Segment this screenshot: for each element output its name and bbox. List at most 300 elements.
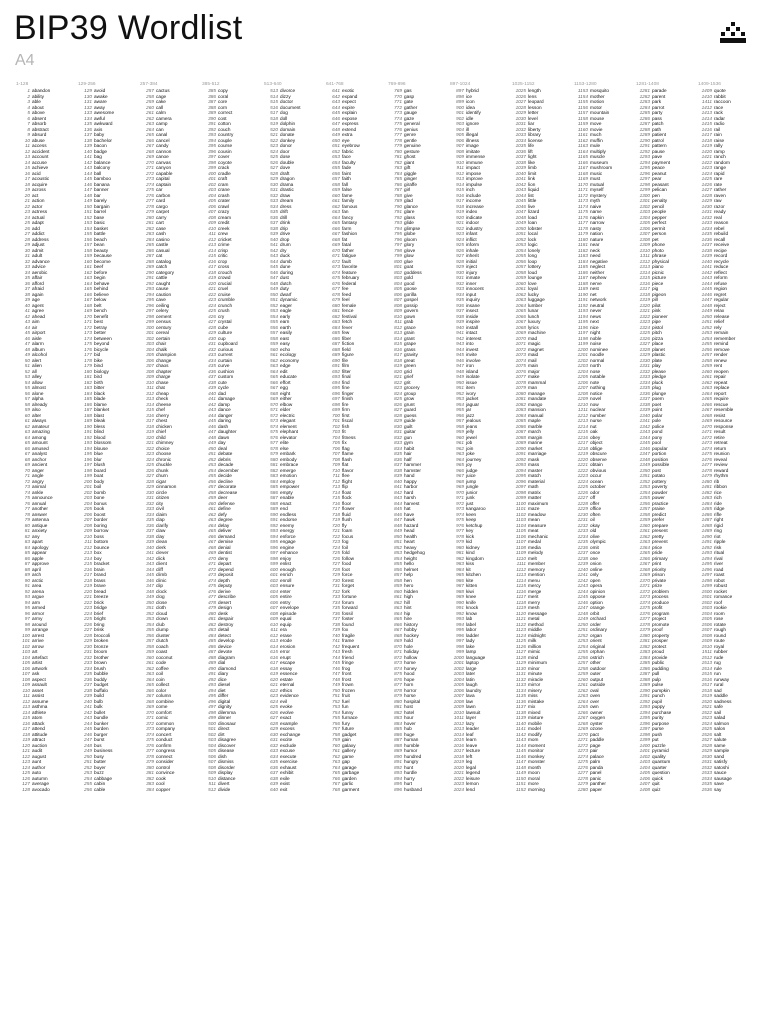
word-text: accuse bbox=[32, 159, 47, 165]
word-index: 1231 bbox=[577, 517, 588, 522]
word-text: milk bbox=[528, 638, 537, 643]
word-text: lab bbox=[466, 616, 473, 621]
word-index: 225 bbox=[84, 616, 92, 621]
word-index: 184 bbox=[84, 390, 92, 396]
word-text: alley bbox=[32, 374, 42, 379]
word-text: category bbox=[156, 269, 174, 275]
word-index: 402 bbox=[208, 181, 216, 187]
word-index: 1091 bbox=[515, 451, 526, 456]
word-text: execute bbox=[280, 753, 297, 759]
word-index: 316 bbox=[146, 412, 154, 418]
word-text: disagree bbox=[218, 737, 236, 742]
word-text: pupil bbox=[652, 698, 662, 704]
word-text: long bbox=[528, 253, 537, 258]
word-index: 233 bbox=[84, 660, 92, 665]
word-index: 1150 bbox=[515, 775, 526, 781]
word-index: 132 bbox=[84, 104, 92, 110]
word-index: 284 bbox=[146, 236, 154, 242]
word-text: gather bbox=[404, 104, 418, 110]
word-text: neglect bbox=[590, 264, 606, 269]
word-index: 1467 bbox=[701, 407, 712, 412]
word-index: 248 bbox=[84, 742, 92, 748]
word-text: penalty bbox=[652, 198, 668, 203]
word-text: reduce bbox=[714, 264, 729, 269]
word-text: retreat bbox=[714, 440, 728, 445]
word-text: destroy bbox=[218, 621, 234, 627]
word-index: 99 bbox=[24, 627, 30, 632]
word-index: 1229 bbox=[577, 506, 588, 511]
word-text: remember bbox=[714, 335, 736, 341]
word-text: model bbox=[528, 726, 541, 731]
word-text: miracle bbox=[528, 676, 544, 682]
word-text: caught bbox=[156, 280, 171, 286]
word-index: 998 bbox=[456, 643, 464, 649]
word-text: fix bbox=[342, 440, 347, 445]
word-text: pelican bbox=[652, 187, 667, 192]
word-index: 784 bbox=[394, 170, 402, 176]
word-index: 373 bbox=[146, 726, 154, 731]
word-index: 827 bbox=[394, 407, 402, 412]
word-index: 570 bbox=[270, 401, 278, 407]
word-text: provide bbox=[652, 654, 668, 660]
word-text: color bbox=[156, 687, 167, 693]
word-index: 198 bbox=[84, 467, 92, 473]
word-index: 725 bbox=[332, 550, 340, 555]
word-index: 657 bbox=[332, 176, 340, 181]
word-index: 600 bbox=[270, 566, 278, 572]
word-text: hospital bbox=[404, 698, 421, 704]
word-text: jelly bbox=[466, 429, 475, 434]
word-text: best bbox=[94, 319, 103, 324]
word-text: pole bbox=[652, 418, 661, 423]
word-index: 1388 bbox=[639, 676, 650, 682]
word-index: 1418 bbox=[701, 137, 712, 143]
word-index: 687 bbox=[332, 341, 340, 346]
word-text: fence bbox=[342, 308, 354, 313]
word-text: bus bbox=[94, 742, 102, 748]
word-index: 1263 bbox=[577, 693, 588, 698]
word-index: 744 bbox=[332, 654, 340, 660]
word-text: afford bbox=[32, 280, 44, 286]
word-index: 1164 bbox=[577, 148, 588, 154]
word-text: cliff bbox=[156, 566, 163, 572]
word-text: puzzle bbox=[652, 742, 666, 748]
word-index: 934 bbox=[456, 291, 464, 297]
word-text: course bbox=[218, 143, 233, 148]
word-text: conduct bbox=[156, 737, 173, 742]
word-index: 1112 bbox=[516, 566, 526, 572]
word-text: enjoy bbox=[280, 555, 292, 561]
word-index: 809 bbox=[394, 308, 402, 313]
word-text: pumpkin bbox=[652, 687, 670, 693]
word-index: 95 bbox=[24, 605, 30, 610]
word-index: 759 bbox=[332, 737, 340, 742]
word-text: benefit bbox=[94, 313, 109, 319]
word-text: nephew bbox=[590, 275, 607, 280]
word-index: 85 bbox=[24, 550, 30, 555]
word-text: radio bbox=[714, 121, 725, 126]
word-text: delay bbox=[218, 522, 230, 528]
word-text: ivory bbox=[466, 390, 476, 396]
word-text: creek bbox=[218, 225, 230, 231]
word-text: party bbox=[652, 110, 663, 115]
word-text: luggage bbox=[528, 297, 545, 302]
word-index: 441 bbox=[208, 396, 216, 401]
word-text: identify bbox=[466, 110, 481, 115]
word-text: final bbox=[342, 374, 351, 379]
word-text: anxiety bbox=[32, 528, 47, 533]
word-index: 174 bbox=[84, 335, 92, 341]
word-index: 444 bbox=[208, 412, 216, 418]
word-index: 1358 bbox=[639, 511, 650, 517]
word-text: ahead bbox=[32, 313, 46, 319]
word-index: 232 bbox=[84, 654, 92, 660]
word-index: 816 bbox=[394, 346, 402, 352]
word-text: dumb bbox=[280, 258, 292, 264]
word-text: battle bbox=[94, 231, 106, 236]
word-index: 81 bbox=[24, 528, 30, 533]
word-text: afraid bbox=[32, 286, 44, 291]
word-text: actor bbox=[32, 203, 43, 209]
word-index: 803 bbox=[394, 275, 402, 280]
word-text: invest bbox=[466, 346, 479, 352]
word-index: 748 bbox=[332, 676, 340, 682]
word-index: 894 bbox=[394, 775, 402, 781]
word-text: road bbox=[714, 566, 724, 572]
word-text: poverty bbox=[652, 484, 668, 489]
word-index: 508 bbox=[208, 764, 216, 770]
word-index: 436 bbox=[208, 368, 216, 374]
word-text: picnic bbox=[652, 269, 664, 275]
word-text: answer bbox=[32, 511, 48, 517]
word-text: peasant bbox=[652, 181, 669, 187]
word-index: 1021 bbox=[453, 770, 464, 775]
word-text: flag bbox=[342, 445, 350, 451]
word-text: peace bbox=[652, 165, 665, 170]
word-text: limit bbox=[528, 170, 537, 176]
word-text: dish bbox=[218, 753, 227, 759]
word-text: egg bbox=[280, 385, 288, 390]
word-index: 355 bbox=[146, 627, 154, 632]
word-index: 1319 bbox=[639, 297, 650, 302]
word-index: 1104 bbox=[515, 522, 526, 528]
word-text: large bbox=[466, 665, 477, 671]
word-index: 195 bbox=[84, 451, 92, 456]
word-text: frog bbox=[342, 665, 351, 671]
word-index: 1331 bbox=[639, 363, 650, 368]
word-text: coffee bbox=[156, 665, 169, 671]
word-index: 48 bbox=[24, 346, 30, 352]
word-text: depth bbox=[218, 577, 230, 583]
word-text: end bbox=[280, 506, 288, 511]
word-text: horn bbox=[404, 682, 414, 687]
word-entry bbox=[510, 787, 570, 793]
word-text: garbage bbox=[342, 770, 360, 775]
word-text: phrase bbox=[652, 253, 667, 258]
word-text: current bbox=[218, 352, 233, 357]
word-text: fat bbox=[342, 236, 348, 242]
word-index: 902 bbox=[456, 115, 464, 121]
word-text: regret bbox=[714, 291, 727, 297]
word-index: 217 bbox=[84, 572, 92, 577]
word-index: 60 bbox=[24, 412, 30, 418]
word-text: ribbon bbox=[714, 484, 728, 489]
word-index: 245 bbox=[84, 726, 92, 731]
word-text: chest bbox=[156, 418, 168, 423]
word-text: idle bbox=[466, 115, 474, 121]
word-index: 545 bbox=[270, 264, 278, 269]
word-index: 740 bbox=[332, 632, 340, 638]
word-text: alcohol bbox=[32, 352, 47, 357]
word-text: morning bbox=[528, 786, 545, 792]
word-text: chair bbox=[156, 341, 167, 346]
word-text: hazard bbox=[404, 522, 419, 528]
word-index: 847 bbox=[394, 517, 402, 522]
word-index: 514 bbox=[270, 93, 278, 99]
word-text: idea bbox=[466, 104, 475, 110]
word-index: 559 bbox=[270, 341, 278, 346]
word-text: lava bbox=[466, 693, 475, 698]
word-text: diesel bbox=[218, 682, 231, 687]
word-index: 1446 bbox=[701, 291, 712, 297]
word-index: 1359 bbox=[639, 517, 650, 522]
word-text: drip bbox=[280, 225, 288, 231]
word-index: 536 bbox=[270, 214, 278, 220]
word-text: join bbox=[466, 445, 474, 451]
word-text: mother bbox=[590, 93, 605, 99]
word-text: cherry bbox=[156, 412, 170, 418]
word-text: robot bbox=[714, 577, 725, 583]
word-text: gallery bbox=[342, 748, 356, 753]
word-text: clog bbox=[156, 594, 165, 599]
word-index: 39 bbox=[24, 297, 30, 302]
word-index: 1474 bbox=[701, 445, 712, 451]
word-text: lyrics bbox=[528, 324, 539, 330]
word-text: inform bbox=[466, 242, 480, 247]
word-text: next bbox=[590, 319, 599, 324]
word-index: 696 bbox=[332, 390, 340, 396]
word-index: 266 bbox=[146, 137, 154, 143]
word-text: engage bbox=[280, 539, 296, 544]
word-index: 710 bbox=[332, 467, 340, 473]
word-text: copper bbox=[156, 786, 171, 792]
word-text: film bbox=[342, 363, 350, 368]
word-text: pretty bbox=[652, 533, 664, 539]
word-index: 1196 bbox=[577, 324, 588, 330]
word-index: 519 bbox=[270, 121, 278, 126]
word-text: business bbox=[94, 748, 113, 753]
word-text: citizen bbox=[156, 495, 170, 500]
word-index: 314 bbox=[146, 401, 154, 407]
word-index: 1533 bbox=[701, 770, 712, 775]
word-index: 964 bbox=[456, 456, 464, 462]
word-index: 463 bbox=[208, 517, 216, 522]
word-index: 298 bbox=[146, 313, 154, 319]
word-text: element bbox=[280, 423, 297, 429]
word-text: genuine bbox=[404, 143, 421, 148]
word-index: 417 bbox=[208, 264, 216, 269]
word-index: 1203 bbox=[577, 363, 588, 368]
word-index: 848 bbox=[394, 522, 402, 528]
word-index: 1183 bbox=[577, 253, 588, 258]
word-text: panic bbox=[590, 775, 602, 781]
word-index: 69 bbox=[24, 462, 30, 467]
word-text: dress bbox=[280, 203, 292, 209]
word-index: 330 bbox=[146, 489, 154, 495]
word-index: 797 bbox=[394, 242, 402, 247]
word-text: dance bbox=[218, 407, 231, 412]
word-text: neither bbox=[590, 269, 605, 275]
word-text: furnace bbox=[342, 715, 358, 720]
word-index: 440 bbox=[208, 390, 216, 396]
word-index: 1080 bbox=[515, 390, 526, 396]
word-text: addict bbox=[32, 231, 45, 236]
word-index: 1055 bbox=[515, 253, 526, 258]
word-index: 497 bbox=[208, 704, 216, 709]
word-text: napkin bbox=[590, 214, 604, 220]
word-index: 1353 bbox=[639, 484, 650, 489]
word-index: 1078 bbox=[515, 379, 526, 385]
word-index: 241 bbox=[84, 704, 92, 709]
word-text: acoustic bbox=[32, 176, 50, 181]
word-index: 1461 bbox=[701, 374, 712, 379]
word-index: 1517 bbox=[701, 682, 712, 687]
word-index: 882 bbox=[394, 709, 402, 715]
word-text: peanut bbox=[652, 170, 667, 176]
word-text: onion bbox=[590, 561, 602, 566]
word-text: parade bbox=[652, 88, 667, 93]
word-text: chief bbox=[156, 429, 166, 434]
word-text: become bbox=[94, 258, 111, 264]
word-index: 1215 bbox=[577, 429, 588, 434]
word-text: naive bbox=[590, 203, 602, 209]
word-index: 766 bbox=[332, 775, 340, 781]
word-text: hold bbox=[404, 638, 413, 643]
word-index: 801 bbox=[394, 264, 402, 269]
word-index: 1530 bbox=[701, 753, 712, 759]
word-index: 829 bbox=[394, 418, 402, 423]
word-text: betray bbox=[94, 324, 108, 330]
word-index: 760 bbox=[332, 742, 340, 748]
word-text: rapid bbox=[714, 170, 725, 176]
word-index: 158 bbox=[84, 247, 92, 253]
word-text: now bbox=[590, 401, 599, 407]
word-text: picture bbox=[652, 275, 667, 280]
word-text: orbit bbox=[590, 610, 600, 616]
word-index: 541 bbox=[270, 242, 278, 247]
word-index: 509 bbox=[208, 770, 216, 775]
word-text: rail bbox=[714, 126, 721, 132]
word-text: elephant bbox=[280, 429, 298, 434]
word-index: 775 bbox=[394, 121, 402, 126]
word-index: 1506 bbox=[701, 621, 712, 627]
word-index: 824 bbox=[394, 390, 402, 396]
word-index: 333 bbox=[146, 506, 154, 511]
word-index: 1503 bbox=[701, 605, 712, 610]
word-text: option bbox=[590, 599, 603, 605]
word-text: keep bbox=[466, 517, 477, 522]
word-index: 364 bbox=[146, 676, 154, 682]
word-index: 1450 bbox=[701, 313, 712, 319]
word-text: combine bbox=[156, 698, 174, 704]
word-index: 454 bbox=[208, 467, 216, 473]
word-index: 547 bbox=[270, 275, 278, 280]
word-text: frame bbox=[342, 638, 354, 643]
word-text: mom bbox=[528, 737, 539, 742]
word-text: depend bbox=[218, 566, 234, 572]
word-text: debate bbox=[218, 451, 233, 456]
word-text: pass bbox=[652, 115, 662, 121]
word-index: 840 bbox=[394, 478, 402, 484]
word-index: 1163 bbox=[577, 143, 588, 148]
word-index: 1056 bbox=[515, 258, 526, 264]
word-index: 1064 bbox=[515, 302, 526, 308]
word-index: 42 bbox=[24, 313, 30, 319]
word-index: 708 bbox=[332, 456, 340, 462]
word-text: faint bbox=[342, 170, 351, 176]
word-text: input bbox=[466, 291, 477, 297]
word-index: 1195 bbox=[577, 319, 588, 324]
word-text: mimic bbox=[528, 649, 541, 654]
word-text: panel bbox=[590, 770, 602, 775]
word-index: 475 bbox=[208, 583, 216, 588]
word-index: 961 bbox=[456, 440, 464, 445]
word-text: render bbox=[714, 352, 728, 357]
word-text: drop bbox=[280, 236, 290, 242]
word-index: 762 bbox=[332, 753, 340, 759]
word-index: 251 bbox=[84, 759, 92, 764]
word-text: behind bbox=[94, 286, 109, 291]
word-index: 937 bbox=[456, 308, 464, 313]
word-text: giraffe bbox=[404, 181, 417, 187]
word-text: banner bbox=[94, 187, 109, 192]
word-index: 682 bbox=[332, 313, 340, 319]
word-text: rack bbox=[714, 110, 723, 115]
word-index: 533 bbox=[270, 198, 278, 203]
word-text: code bbox=[156, 660, 167, 665]
word-index: 1475 bbox=[701, 451, 712, 456]
word-text: fox bbox=[342, 627, 349, 632]
word-text: charge bbox=[156, 374, 171, 379]
word-text: hero bbox=[404, 583, 414, 588]
word-index: 1051 bbox=[515, 231, 526, 236]
word-text: fantasy bbox=[342, 220, 358, 225]
word-text: crop bbox=[218, 258, 228, 264]
word-text: good bbox=[404, 280, 415, 286]
word-text: rare bbox=[714, 176, 723, 181]
word-index: 421 bbox=[208, 286, 216, 291]
word-text: raise bbox=[714, 137, 725, 143]
word-index: 1469 bbox=[701, 418, 712, 423]
word-index: 853 bbox=[394, 550, 402, 555]
word-text: gas bbox=[404, 88, 412, 93]
word-index: 206 bbox=[84, 511, 92, 517]
word-text: muscle bbox=[590, 154, 605, 159]
word-index: 1223 bbox=[577, 473, 588, 478]
word-text: matrix bbox=[528, 489, 541, 495]
word-text: mention bbox=[528, 572, 545, 577]
word-index: 424 bbox=[208, 302, 216, 308]
word-text: journey bbox=[466, 456, 482, 462]
word-text: brick bbox=[94, 599, 104, 605]
word-index: 729 bbox=[332, 572, 340, 577]
word-text: mountain bbox=[590, 110, 610, 115]
word-text: door bbox=[280, 148, 290, 154]
word-index: 655 bbox=[332, 165, 340, 170]
word-text: hat bbox=[404, 506, 411, 511]
word-index: 258 bbox=[146, 93, 154, 99]
word-text: health bbox=[404, 533, 417, 539]
